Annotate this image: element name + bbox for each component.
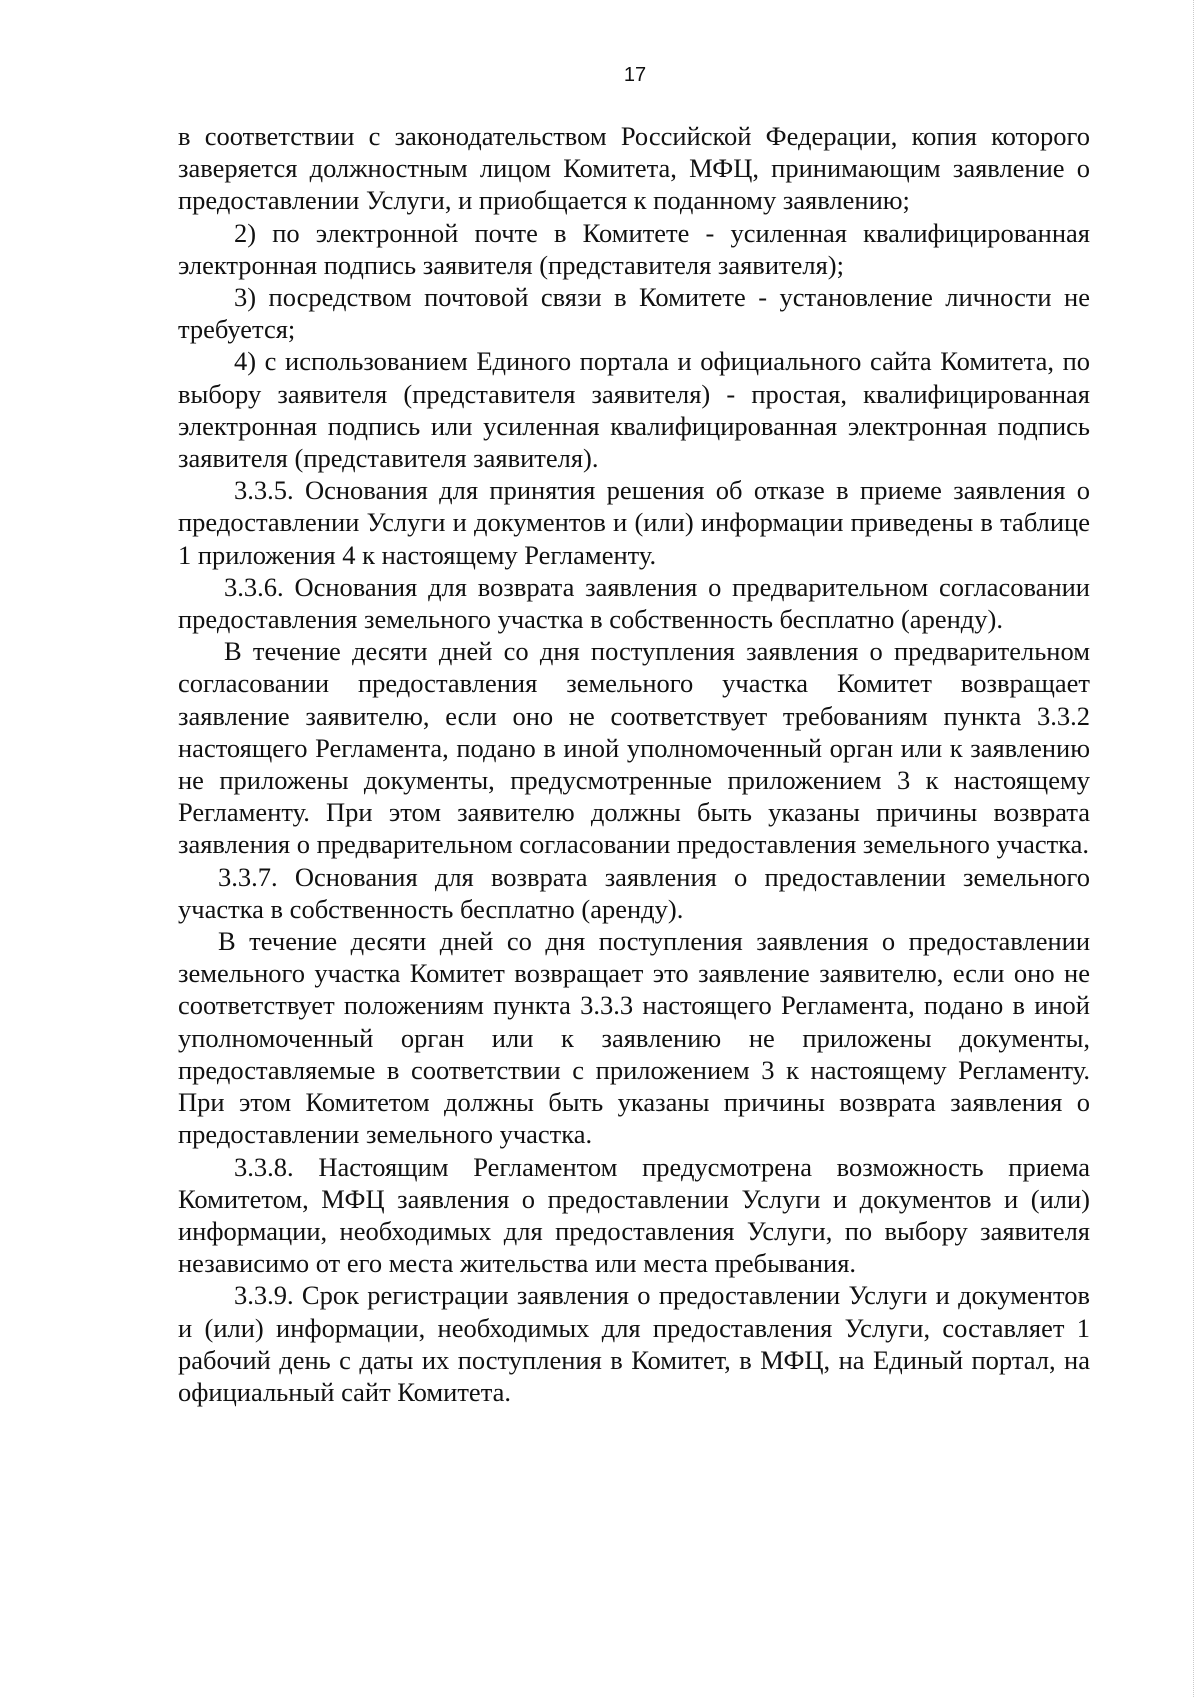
paragraph-continuation: в соответствии с законодательством Российской Федерации, копия которого заверяется должностным лицом Комитета, МФЦ, принимающим заявление о предоставлении Услуги, и приобщается к поданному заявлению;	[178, 121, 1090, 216]
paragraph-item-3: 3) посредством почтовой связи в Комитете - установление личности не требуется;	[178, 282, 1090, 345]
paragraph-3-3-8: 3.3.8. Настоящим Регламентом предусмотрена возможность приема Комитетом, МФЦ заявления о предоставлении Услуги и документов и (или) информации, необходимых для предоставления Услуги, по выбору заявителя независимо от его места жительства или места пребывания.	[178, 1151, 1090, 1279]
paragraph-3-3-9: 3.3.9. Срок регистрации заявления о предоставлении Услуги и документов и (или) информации, необходимых для предоставления Услуги, составляет 1 рабочий день с даты их поступления в Комитет, в МФЦ, на Единый портал, на официальный сайт Комитета.	[178, 1280, 1090, 1407]
paragraph-3-3-6-body: В течение десяти дней со дня поступления заявления о предварительном согласовании предоставления земельного участка Комитет возвращает заявление заявителю, если оно не соответствует требованиям пункта 3.3.2 настоящего Регламента, подано в иной уполномоченный орган или к заявлению не приложены документы, предусмотренные приложением 3 к настоящему Регламенту. При этом заявителю должны быть указаны причины возврата заявления о предварительном согласовании предоставления земельного участка.	[178, 636, 1090, 860]
scan-edge-line	[1193, 0, 1196, 1697]
paragraph-3-3-6: 3.3.6. Основания для возврата заявления о предварительном согласовании предоставления земельного участка в собственность бесплатно (аренду).	[178, 571, 1090, 635]
paragraph-3-3-7-body: В течение десяти дней со дня поступления заявления о предоставлении земельного участка Комитет возвращает это заявление заявителю, если оно не соответствует положениям пункта 3.3.3 настоящего Регламента, подано в иной уполномоченный орган или к заявлению не приложены документы, предоставляемые в соответствии с приложением 3 к настоящему Регламенту. При этом Комитетом должны быть указаны причины возврата заявления о предоставлении земельного участка.	[178, 926, 1090, 1150]
paragraph-item-2: 2) по электронной почте в Комитете - усиленная квалифицированная электронная подпись заявителя (представителя заявителя);	[178, 217, 1090, 280]
paragraph-item-4: 4) с использованием Единого портала и официального сайта Комитета, по выбору заявителя (представителя заявителя) - простая, квалифицированная электронная подпись или усиленная квалифицированная электронная подпись заявителя (представителя заявителя).	[178, 346, 1090, 474]
paragraph-3-3-7: 3.3.7. Основания для возврата заявления о предоставлении земельного участка в собственность бесплатно (аренду).	[178, 861, 1090, 924]
document-body	[178, 120, 1090, 1408]
paragraph-3-3-5: 3.3.5. Основания для принятия решения об отказе в приеме заявления о предоставлении Услуги и документов и (или) информации приведены в таблице 1 приложения 4 к настоящему Регламенту.	[178, 475, 1090, 570]
page-number: 17	[623, 64, 647, 86]
